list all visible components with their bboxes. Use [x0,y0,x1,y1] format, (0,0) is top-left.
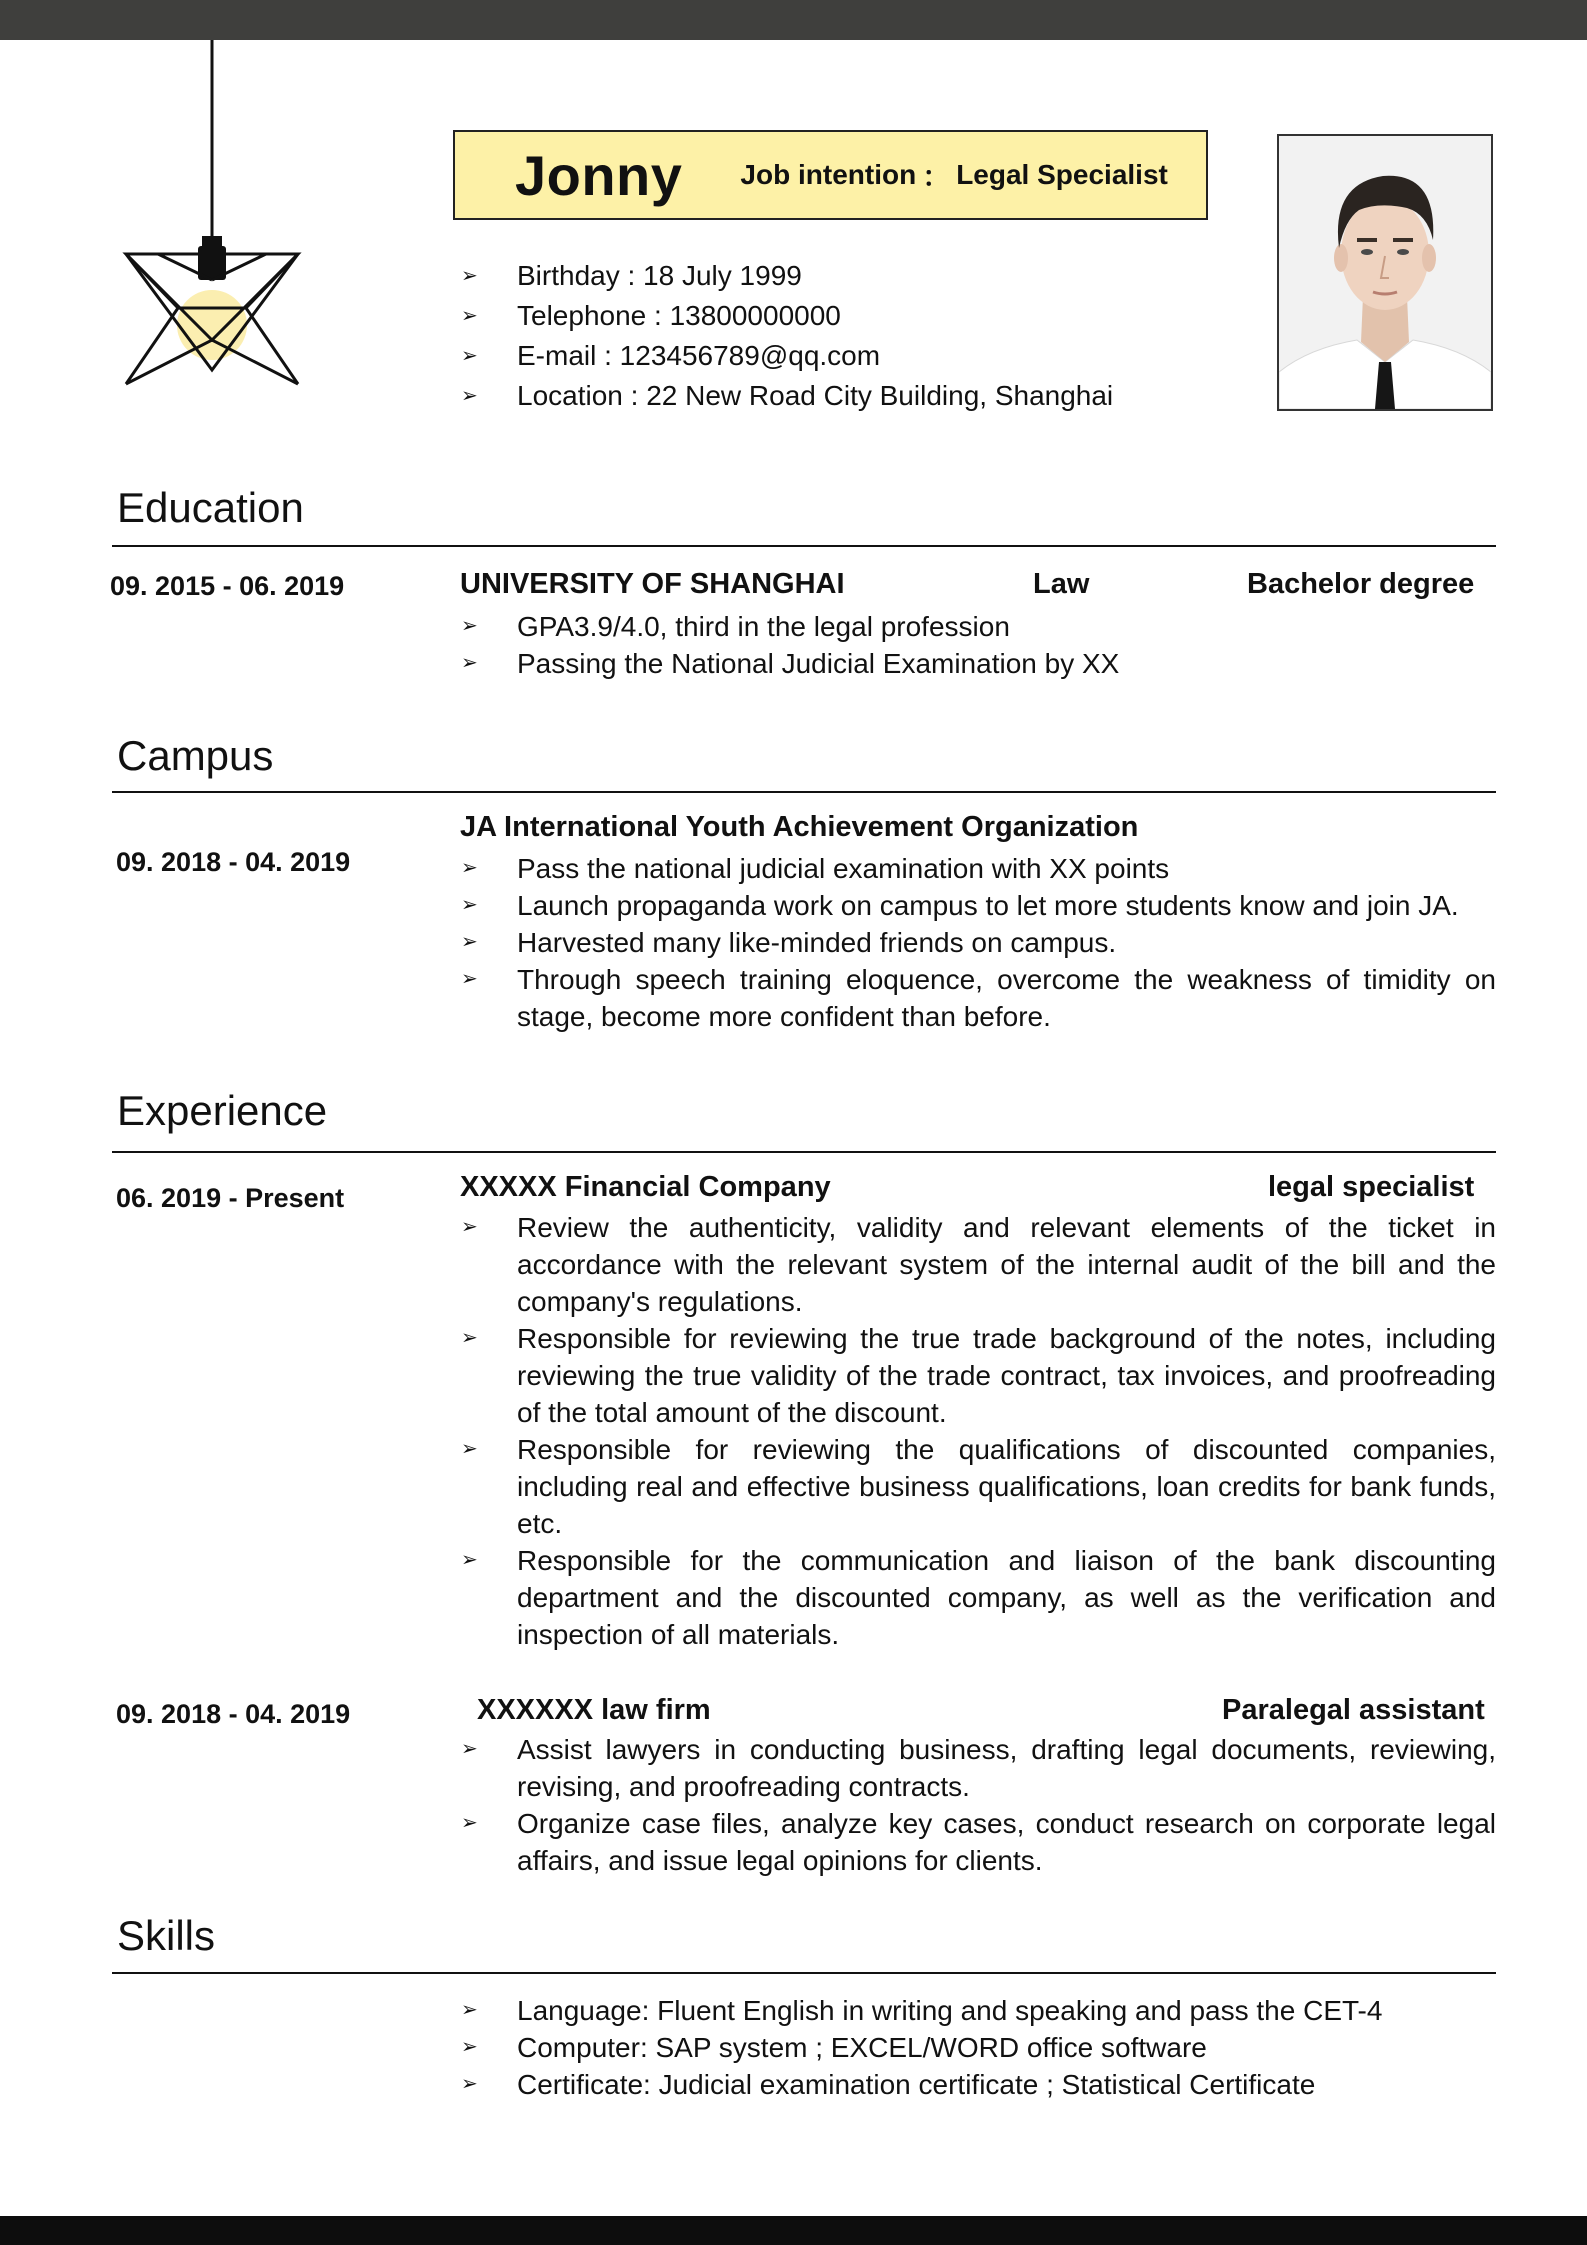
pendant-lamp-icon [118,40,308,390]
arrowhead-bullet-icon: ➢ [461,385,478,407]
arrowhead-bullet-icon: ➢ [461,857,478,879]
list-item: ➢ Certificate: Judicial examination certificate ; Statistical Certificate [461,2066,1496,2103]
education-school: UNIVERSITY OF SHANGHAI [460,568,845,600]
list-item: ➢ Launch propaganda work on campus to let more students know and join JA. [461,887,1496,924]
contact-telephone: ➢ Telephone : 13800000000 [461,296,1221,336]
arrowhead-bullet-icon: ➢ [461,1216,478,1238]
bottom-bar [0,2216,1587,2245]
experience-role-2: Paralegal assistant [1222,1694,1485,1726]
section-divider [112,1151,1496,1153]
arrowhead-bullet-icon: ➢ [461,1438,478,1460]
top-bar [0,0,1587,40]
campus-bullets [461,850,1496,1035]
education-date: 09. 2015 - 06. 2019 [110,571,345,601]
list-item: ➢ Organize case files, analyze key cases, conduct research on corporate legal affairs, and issue legal opinions for clients. [461,1805,1496,1879]
arrowhead-bullet-icon: ➢ [461,1327,478,1349]
list-item: ➢ Passing the National Judicial Examination by XX [461,645,1496,682]
contact-birthday: ➢ Birthday : 18 July 1999 [461,256,1221,296]
contact-email: ➢ E-mail : 123456789@qq.com [461,336,1221,376]
name-box [453,130,1208,220]
job-intention-value: Legal Specialist [956,159,1168,190]
list-item: ➢ Language: Fluent English in writing and speaking and pass the CET-4 [461,1992,1496,2029]
list-item: ➢ Responsible for reviewing the qualifications of discounted companies, including real and effective business qualifications, loan credits for bank funds, etc. [461,1431,1496,1542]
education-degree: Bachelor degree [1247,568,1475,600]
arrowhead-bullet-icon: ➢ [461,2036,478,2058]
list-item: ➢ Assist lawyers in conducting business, drafting legal documents, reviewing, revising, and proofreading contracts. [461,1731,1496,1805]
section-divider [112,791,1496,793]
contact-location: ➢ Location : 22 New Road City Building, Shanghai [461,376,1221,416]
list-item: ➢ Through speech training eloquence, overcome the weakness of timidity on stage, become more confident than before. [461,961,1496,1035]
arrowhead-bullet-icon: ➢ [461,265,478,287]
section-title-campus: Campus [117,732,274,779]
arrowhead-bullet-icon: ➢ [461,968,478,990]
arrowhead-bullet-icon: ➢ [461,931,478,953]
arrowhead-bullet-icon: ➢ [461,1999,478,2021]
arrowhead-bullet-icon: ➢ [461,1738,478,1760]
section-divider [112,1972,1496,1974]
portrait-photo-icon [1279,136,1491,409]
list-item: ➢ GPA3.9/4.0, third in the legal profession [461,608,1496,645]
arrowhead-bullet-icon: ➢ [461,652,478,674]
job-intention-separator: ： [922,161,951,192]
lamp-illustration [118,40,308,390]
education-bullets [461,608,1496,682]
skills-bullets [461,1992,1496,2103]
arrowhead-bullet-icon: ➢ [461,1812,478,1834]
list-item: ➢ Pass the national judicial examination with XX points [461,850,1496,887]
section-divider [112,545,1496,547]
list-item: ➢ Computer: SAP system ; EXCEL/WORD office software [461,2029,1496,2066]
arrowhead-bullet-icon: ➢ [461,1549,478,1571]
list-item: ➢ Responsible for reviewing the true trade background of the notes, including reviewing the true validity of the trade contract, tax invoices, and proofreading of the total amount of the discount. [461,1320,1496,1431]
candidate-name: Jonny [515,143,683,207]
arrowhead-bullet-icon: ➢ [461,345,478,367]
arrowhead-bullet-icon: ➢ [461,2073,478,2095]
experience-company-1: XXXXX Financial Company [460,1171,831,1203]
list-item: ➢ Harvested many like-minded friends on campus. [461,924,1496,961]
section-title-experience: Experience [117,1087,328,1134]
campus-organization: JA International Youth Achievement Organization [460,811,1139,843]
experience-bullets-1 [461,1209,1496,1653]
experience-company-2: XXXXXX law firm [477,1694,711,1726]
arrowhead-bullet-icon: ➢ [461,615,478,637]
contact-list [461,256,1221,416]
job-intention-label: Job intention [740,159,917,190]
list-item: ➢ Review the authenticity, validity and relevant elements of the ticket in accordance with the relevant system of the internal audit of the bill and the company's regulations. [461,1209,1496,1320]
experience-date-2: 09. 2018 - 04. 2019 [116,1699,351,1729]
experience-date-1: 06. 2019 - Present [116,1183,345,1213]
experience-bullets-2 [461,1731,1496,1879]
list-item: ➢ Responsible for the communication and liaison of the bank discounting department and the discounted company, as well as the verification and inspection of all materials. [461,1542,1496,1653]
arrowhead-bullet-icon: ➢ [461,894,478,916]
section-title-skills: Skills [117,1912,216,1959]
portrait-photo [1277,134,1493,411]
section-title-education: Education [117,484,304,531]
arrowhead-bullet-icon: ➢ [461,305,478,327]
campus-date: 09. 2018 - 04. 2019 [116,847,351,877]
education-major: Law [1033,568,1090,600]
experience-role-1: legal specialist [1268,1171,1475,1203]
